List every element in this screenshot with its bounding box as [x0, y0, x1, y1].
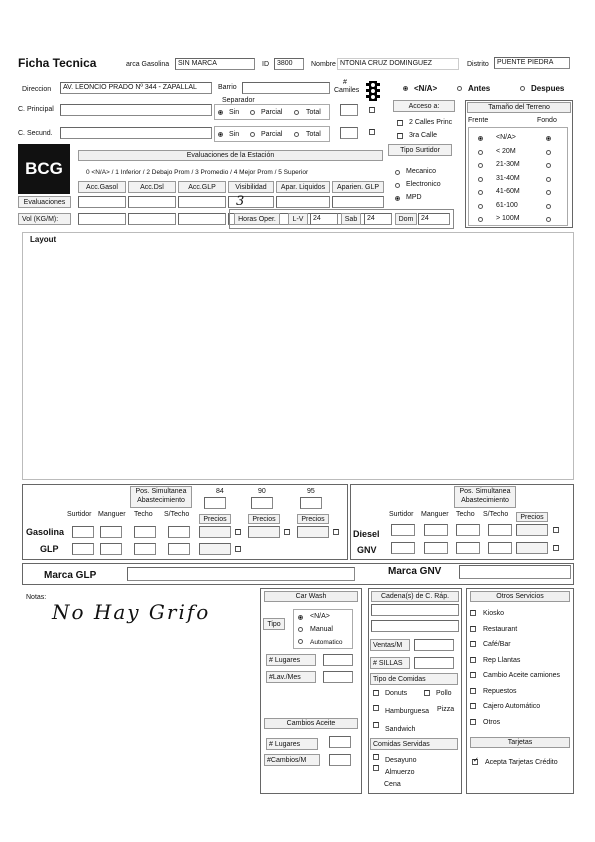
- sep-parcial-label: Parcial: [261, 131, 283, 138]
- carwash-automatico-radio[interactable]: [298, 639, 303, 644]
- sandwich-label: Sandwich: [385, 726, 416, 733]
- sep-principal-total-radio[interactable]: [294, 110, 299, 115]
- otros-service-label: Repuestos: [483, 687, 517, 695]
- octane-84: 84: [216, 488, 224, 495]
- sep-parcial-label: Parcial: [261, 109, 283, 116]
- octane-95-field[interactable]: [300, 497, 322, 509]
- col-surtidor-right: Surtidor: [389, 511, 414, 518]
- otros-service-check[interactable]: [470, 719, 476, 725]
- fondo-radio[interactable]: [546, 217, 551, 222]
- almuerzo-label: Almuerzo: [385, 769, 415, 776]
- otros-service-label: Café/Bar: [483, 641, 511, 648]
- fuel-left-price-check[interactable]: [284, 529, 290, 535]
- eval-value-field[interactable]: [228, 196, 274, 208]
- cambios-mes-field[interactable]: [329, 754, 351, 766]
- pos-simultanea-right: Pos. Simultanea Abastecimiento: [454, 486, 516, 508]
- otros-service-label: Cambio Aceite camiones: [483, 672, 561, 679]
- lv-label: L-V: [288, 213, 308, 225]
- carwash-lav-mes-field[interactable]: [323, 671, 353, 683]
- eval-value-field[interactable]: [178, 196, 226, 208]
- distrito-label: Distrito: [467, 61, 489, 68]
- fuel-left-cell[interactable]: [72, 526, 94, 538]
- fuel-right-cell[interactable]: [391, 542, 415, 554]
- marca-gasolina-label: arca Gasolina: [126, 61, 170, 68]
- ventas-field[interactable]: [414, 639, 454, 651]
- vol-value-field[interactable]: [128, 213, 176, 225]
- fondo-radio[interactable]: [546, 190, 551, 195]
- carwash-title: Car Wash: [264, 591, 358, 602]
- terreno-option-label: <N/A>: [496, 134, 516, 141]
- sep-secund-total-radio[interactable]: [294, 132, 299, 137]
- surtidor-mpd-radio[interactable]: [395, 196, 400, 201]
- eval-value-field[interactable]: [128, 196, 176, 208]
- nombre-label: Nombre: [311, 61, 336, 68]
- handwritten-eval-value: 3: [236, 194, 245, 209]
- surtidor-mecanico-radio[interactable]: [395, 170, 400, 175]
- id-field[interactable]: 3800: [274, 58, 304, 70]
- desayuno-label: Desayuno: [385, 757, 417, 764]
- comidas-servidas-label: Comidas Servidas: [370, 738, 458, 750]
- frente-radio[interactable]: [478, 150, 483, 155]
- dom-field[interactable]: 24: [418, 213, 450, 225]
- fuel-right-cell[interactable]: [424, 542, 448, 554]
- cadena-field-1[interactable]: [371, 604, 459, 616]
- timing-na-label: <N/A>: [414, 84, 438, 93]
- timing-na-radio[interactable]: [403, 86, 408, 91]
- tarjetas-title: Tarjetas: [470, 737, 570, 748]
- fuel-right-cell[interactable]: [456, 524, 480, 536]
- eval-col-button[interactable]: Acc.GLP: [178, 181, 226, 193]
- sep-sin-label: Sin: [229, 131, 240, 138]
- fondo-radio[interactable]: [546, 163, 551, 168]
- cambios-title: Cambios Aceite: [264, 718, 358, 729]
- acceso-3ra-calle-label: 3ra Calle: [409, 132, 438, 139]
- donuts-check[interactable]: [373, 690, 379, 696]
- otros-service-label: Cajero Automático: [483, 703, 541, 710]
- c-principal-label: C. Principal: [18, 106, 54, 113]
- tipo-comidas-label: Tipo de Comidas: [370, 673, 458, 685]
- vol-value-field[interactable]: [178, 213, 226, 225]
- precios-95-button[interactable]: Precios: [297, 514, 329, 524]
- otros-service-label: Otros: [483, 718, 501, 726]
- horas-oper-button[interactable]: Horas Oper.: [234, 213, 280, 225]
- distrito-field[interactable]: PUENTE PIEDRA: [494, 57, 570, 69]
- notas-label: Notas:: [26, 594, 47, 601]
- terreno-title: Tamaño del Terreno: [467, 102, 571, 113]
- eval-value-field[interactable]: [276, 196, 330, 208]
- bcg-logo: BCG: [18, 144, 70, 194]
- terreno-option-label: 31-40M: [496, 174, 520, 182]
- camiles-hash: #: [343, 79, 347, 86]
- octane-90: 90: [258, 488, 266, 495]
- desayuno-check[interactable]: [373, 754, 379, 760]
- precios-diesel-button[interactable]: Precios: [516, 512, 548, 522]
- eval-col-button[interactable]: Acc.Gasol: [78, 181, 126, 193]
- otros-service-check[interactable]: [470, 688, 476, 694]
- cena-label: Cena: [384, 781, 401, 788]
- almuerzo-check[interactable]: [373, 765, 379, 771]
- sab-label: Sab: [341, 213, 361, 225]
- eval-value-field[interactable]: [332, 196, 384, 208]
- fondo-label: Fondo: [537, 117, 557, 124]
- col-techo-right: Techo: [456, 511, 475, 518]
- col-surtidor-left: Surtidor: [67, 511, 92, 518]
- camiles-principal-check[interactable]: [369, 107, 375, 113]
- fuel-right-cell[interactable]: [424, 524, 448, 536]
- pollo-check[interactable]: [424, 690, 430, 696]
- precios-90-button[interactable]: Precios: [248, 514, 280, 524]
- fondo-radio[interactable]: [546, 204, 551, 209]
- octane-90-field[interactable]: [251, 497, 273, 509]
- otros-service-check[interactable]: [470, 657, 476, 663]
- octane-84-field[interactable]: [204, 497, 226, 509]
- vol-value-field[interactable]: [78, 213, 126, 225]
- marca-gnv-label: Marca GNV: [388, 566, 442, 577]
- id-label: ID: [262, 61, 269, 68]
- col-manguer-right: Manguer: [421, 511, 449, 518]
- handwritten-note: No Hay Grifo: [52, 600, 211, 624]
- pollo-label: Pollo: [436, 690, 452, 697]
- barrio-field[interactable]: [242, 82, 330, 94]
- timing-antes-radio[interactable]: [457, 86, 462, 91]
- nombre-field[interactable]: NTONIA CRUZ DOMINGUEZ: [337, 58, 459, 70]
- terreno-option-label: 21-30M: [496, 161, 520, 168]
- frente-radio[interactable]: [478, 217, 483, 222]
- otros-service-label: Restaurant: [483, 625, 518, 633]
- octane-95: 95: [307, 488, 315, 495]
- fuel-left-price[interactable]: [199, 526, 231, 538]
- page-title: Ficha Tecnica: [18, 56, 97, 70]
- fuel-left-price[interactable]: [248, 526, 280, 538]
- fuel-left-price-check[interactable]: [333, 529, 339, 535]
- otros-service-label: Rep Llantas: [483, 656, 521, 664]
- frente-radio[interactable]: [478, 163, 483, 168]
- surtidor-electronico-label: Electronico: [406, 181, 441, 188]
- sillas-label: # SILLAS: [370, 657, 410, 669]
- cambios-lugares-label: # Lugares: [266, 738, 318, 750]
- fondo-radio[interactable]: [546, 136, 551, 141]
- camiles-label: Camiles: [334, 87, 360, 94]
- carwash-na-label: <N/A>: [310, 613, 330, 620]
- sep-secund-parcial-radio[interactable]: [250, 132, 255, 137]
- c-principal-field[interactable]: [60, 104, 212, 116]
- ventas-label: Ventas/M: [370, 639, 410, 651]
- frente-radio[interactable]: [478, 177, 483, 182]
- acceso-button[interactable]: Acceso a:: [393, 100, 455, 112]
- carwash-lav-mes-label: #Lav./Mes: [266, 671, 316, 683]
- fuel-right-price[interactable]: [516, 542, 548, 554]
- marca-glp-label: Marca GLP: [44, 570, 97, 581]
- frente-radio[interactable]: [478, 190, 483, 195]
- c-secund-label: C. Secund.: [18, 130, 53, 137]
- marca-gnv-field[interactable]: [459, 565, 571, 579]
- timing-despues-label: Despues: [531, 84, 565, 93]
- lv-field[interactable]: 24: [310, 213, 338, 225]
- barrio-label: Barrio: [218, 84, 237, 91]
- surtidor-electronico-radio[interactable]: [395, 183, 400, 188]
- vol-label: Vol (KG/M):: [18, 213, 71, 225]
- frente-radio[interactable]: [478, 204, 483, 209]
- sep-total-label: Total: [306, 131, 321, 138]
- fuel-right-cell[interactable]: [456, 542, 480, 554]
- otros-service-check[interactable]: [470, 626, 476, 632]
- sillas-field[interactable]: [414, 657, 454, 669]
- fondo-radio[interactable]: [546, 150, 551, 155]
- pos-simultanea-left: Pos. Simultanea Abastecimiento: [130, 486, 192, 508]
- fuel-left-price-check[interactable]: [235, 546, 241, 552]
- sep-total-label: Total: [306, 109, 321, 116]
- camiles-secund-field[interactable]: [340, 127, 358, 139]
- direccion-label: Direccion: [22, 86, 52, 93]
- timing-despues-radio[interactable]: [520, 86, 525, 91]
- gasolina-label: Gasolina: [26, 527, 65, 537]
- gnv-label: GNV: [357, 545, 377, 555]
- fuel-left-cell[interactable]: [168, 543, 190, 555]
- direccion-field[interactable]: AV. LEONCIO PRADO Nº 344 - ZAPALLAL: [60, 82, 212, 94]
- col-techo-left: Techo: [134, 511, 153, 518]
- carwash-lugares-field[interactable]: [323, 654, 353, 666]
- sep-principal-parcial-radio[interactable]: [250, 110, 255, 115]
- fondo-radio[interactable]: [546, 177, 551, 182]
- marca-gasolina-field[interactable]: SIN MARCA: [175, 58, 255, 70]
- layout-area[interactable]: [22, 232, 574, 480]
- marca-glp-field[interactable]: [127, 567, 355, 581]
- diesel-label: Diesel: [353, 529, 380, 539]
- pizza-label: Pizza: [437, 706, 455, 713]
- fuel-left-price[interactable]: [199, 543, 231, 555]
- cambios-lugares-field[interactable]: [329, 736, 351, 748]
- acceso-2calles-check[interactable]: [397, 120, 403, 126]
- sep-principal-sin-radio[interactable]: [218, 110, 223, 115]
- col-stecho-left: S/Techo: [164, 511, 190, 518]
- carwash-lugares-label: # Lugares: [266, 654, 316, 666]
- hamburguesa-label: Hamburguesa: [385, 708, 429, 715]
- otros-service-label: Kiosko: [483, 610, 505, 617]
- frente-radio[interactable]: [478, 136, 483, 141]
- fuel-right-cell[interactable]: [488, 542, 512, 554]
- separador-label: Separador: [222, 97, 255, 104]
- fuel-right-price-check[interactable]: [553, 527, 559, 533]
- surtidor-mecanico-label: Mecanico: [406, 168, 436, 175]
- c-secund-field[interactable]: [60, 127, 212, 139]
- acceso-3ra-calle-check[interactable]: [397, 133, 403, 139]
- eval-col-button[interactable]: Acc.Dsl: [128, 181, 176, 193]
- terreno-option-label: 41-60M: [496, 188, 520, 195]
- sab-field[interactable]: 24: [364, 213, 392, 225]
- glp-label: GLP: [40, 544, 59, 554]
- fuel-left-cell[interactable]: [168, 526, 190, 538]
- fuel-right-price-check[interactable]: [553, 545, 559, 551]
- otros-service-check[interactable]: [470, 672, 476, 678]
- carwash-na-radio[interactable]: [298, 615, 303, 620]
- otros-service-check[interactable]: [470, 610, 476, 616]
- otros-service-check[interactable]: [470, 641, 476, 647]
- sep-sin-label: Sin: [229, 109, 240, 116]
- carwash-manual-radio[interactable]: [298, 627, 303, 632]
- terreno-option-label: < 20M: [496, 147, 516, 155]
- evaluaciones-button[interactable]: Evaluaciones: [18, 196, 71, 208]
- timing-antes-label: Antes: [468, 84, 491, 93]
- fuel-left-cell[interactable]: [72, 543, 94, 555]
- sep-secund-sin-radio[interactable]: [218, 132, 223, 137]
- eval-value-field[interactable]: [78, 196, 126, 208]
- otros-service-check[interactable]: [470, 703, 476, 709]
- terreno-option-label: > 100M: [496, 215, 520, 222]
- cambios-mes-label: #Cambios/M: [264, 754, 320, 766]
- precios-84-button[interactable]: Precios: [199, 514, 231, 524]
- eval-col-button[interactable]: Visibilidad: [228, 181, 274, 193]
- eval-col-button[interactable]: Aparien. GLP: [332, 181, 384, 193]
- sandwich-check[interactable]: [373, 722, 379, 728]
- terreno-option-label: 61-100: [496, 201, 518, 209]
- col-manguer-left: Manguer: [98, 511, 126, 518]
- fuel-left-cell[interactable]: [134, 526, 156, 538]
- carwash-automatico-label: Automatico: [310, 639, 343, 646]
- donuts-label: Donuts: [385, 690, 408, 697]
- fuel-left-cell[interactable]: [100, 543, 122, 555]
- acepta-tarjetas-label: Acepta Tarjetas Crédito: [485, 759, 558, 766]
- acceso-2calles-label: 2 Calles Princ: [409, 119, 453, 126]
- camiles-principal-field[interactable]: [340, 104, 358, 116]
- carwash-tipo-label: Tipo: [263, 618, 285, 630]
- eval-col-button[interactable]: Apar. Liquidos: [276, 181, 330, 193]
- col-stecho-right: S/Techo: [483, 511, 509, 518]
- fuel-left-cell[interactable]: [134, 543, 156, 555]
- acepta-tarjetas-check[interactable]: [472, 759, 478, 765]
- camiles-secund-check[interactable]: [369, 129, 375, 135]
- hamburguesa-check[interactable]: [373, 705, 379, 711]
- layout-label: Layout: [30, 235, 57, 244]
- tipo-surtidor-button[interactable]: Tipo Surtidor: [388, 144, 452, 156]
- fuel-right-cell[interactable]: [391, 524, 415, 536]
- cadena-title: Cadena(s) de C. Ráp.: [371, 591, 459, 602]
- eval-scale: 0 <N/A> / 1 Inferior / 2 Debajo Prom / 3 Promedio / 4 Mejor Prom / 5 Superior: [86, 169, 309, 176]
- otros-title: Otros Servicios: [470, 591, 570, 602]
- dom-label: Dom: [395, 213, 417, 225]
- fuel-left-cell[interactable]: [100, 526, 122, 538]
- eval-title: Evaluaciones de la Estación: [78, 150, 383, 161]
- frente-label: Frente: [468, 117, 489, 124]
- traffic-light-icon: [366, 80, 380, 102]
- surtidor-mpd-label: MPD: [406, 194, 422, 201]
- carwash-manual-label: Manual: [310, 626, 333, 633]
- fuel-right-price[interactable]: [516, 524, 548, 536]
- fuel-right-cell[interactable]: [488, 524, 512, 536]
- fuel-left-price[interactable]: [297, 526, 329, 538]
- fuel-left-price-check[interactable]: [235, 529, 241, 535]
- cadena-field-2[interactable]: [371, 620, 459, 632]
